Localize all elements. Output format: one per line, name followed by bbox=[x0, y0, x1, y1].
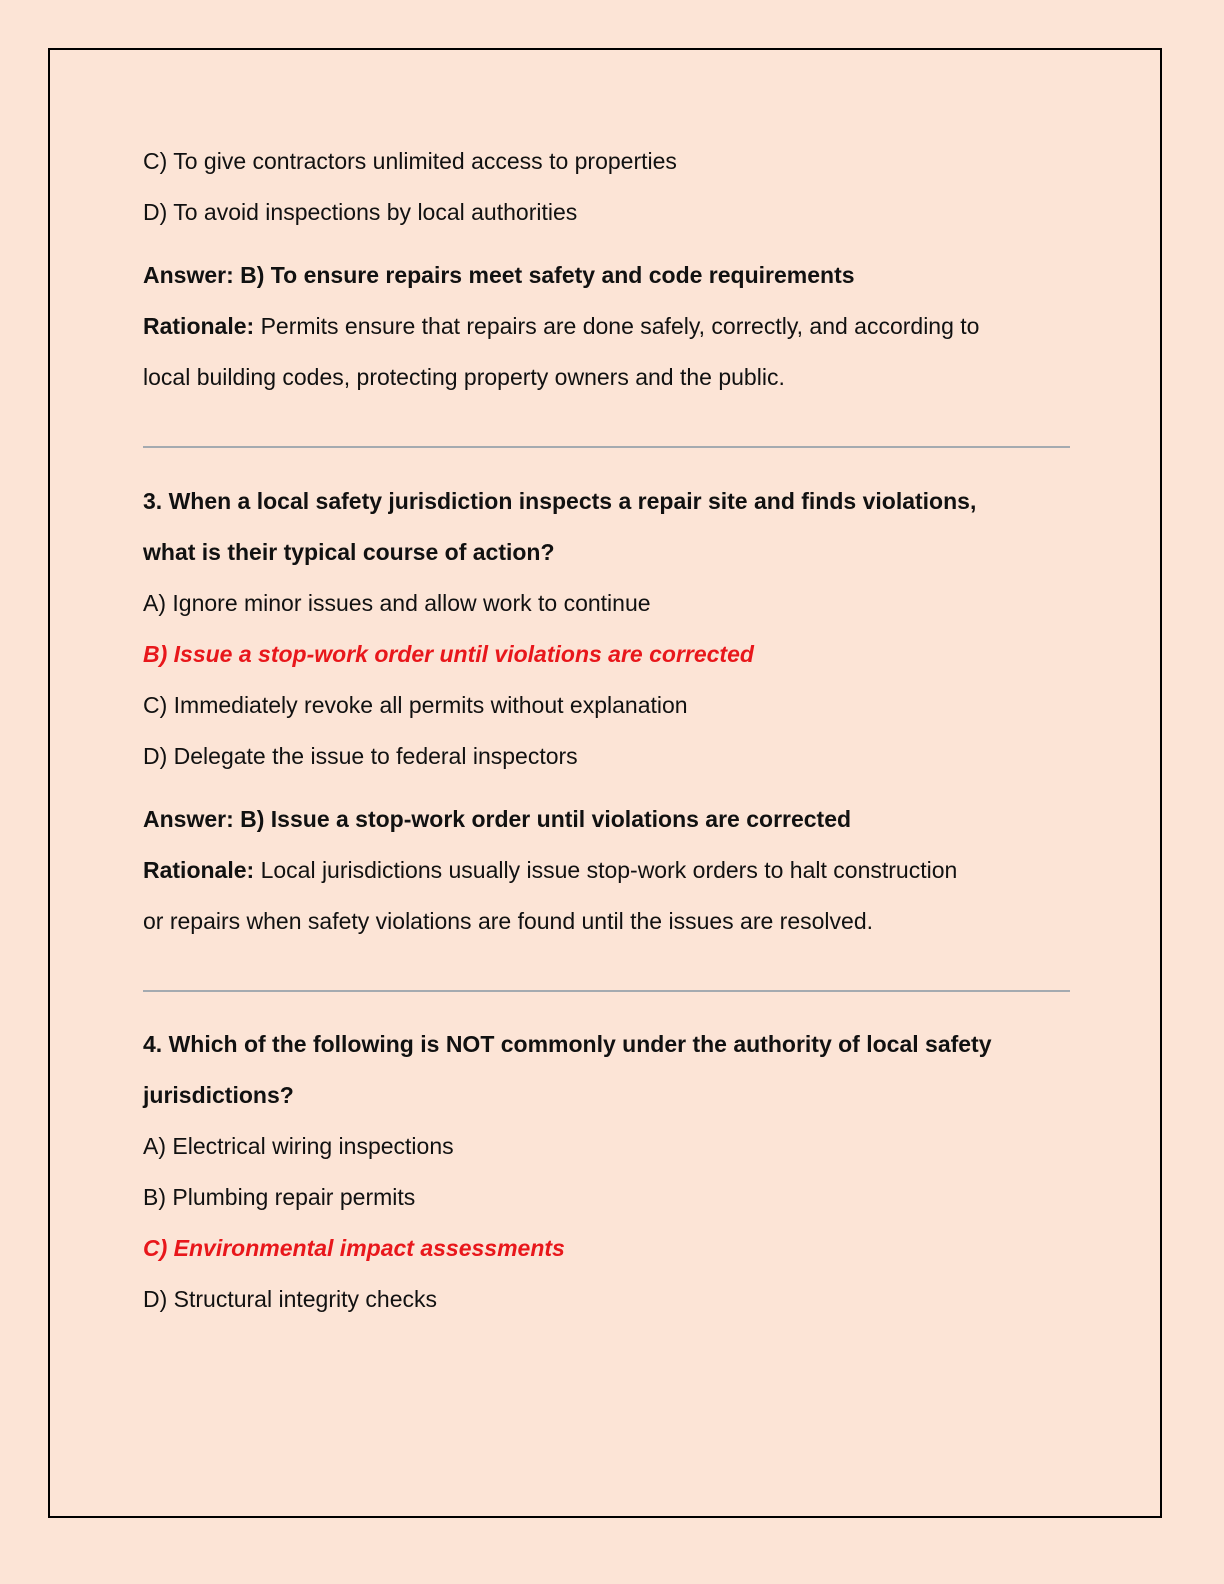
q3-option-c: C) Immediately revoke all permits without explanation bbox=[143, 692, 688, 718]
q2-option-d: D) To avoid inspections by local authorities bbox=[143, 199, 578, 225]
q3-stem-line-2: what is their typical course of action? bbox=[143, 539, 555, 565]
q2-rationale-text-1: Permits ensure that repairs are done safely, correctly, and according to bbox=[254, 313, 980, 339]
divider-1 bbox=[143, 446, 1070, 448]
divider-2 bbox=[143, 990, 1070, 992]
question-4 bbox=[143, 1019, 1073, 1325]
q4-stem-line-1: 4. Which of the following is NOT commonly under the authority of local safety bbox=[143, 1031, 992, 1057]
q2-rationale-label: Rationale: bbox=[143, 313, 255, 339]
q3-option-a: A) Ignore minor issues and allow work to continue bbox=[143, 590, 651, 616]
document-content bbox=[143, 136, 1073, 1325]
q4-option-c-correct: C) Environmental impact assessments bbox=[143, 1235, 565, 1261]
q4-option-d: D) Structural integrity checks bbox=[143, 1286, 437, 1312]
q4-option-a: A) Electrical wiring inspections bbox=[143, 1133, 454, 1159]
q3-rationale-text-1: Local jurisdictions usually issue stop-work orders to halt construction bbox=[254, 857, 958, 883]
q2-option-c: C) To give contractors unlimited access to properties bbox=[143, 148, 677, 174]
q3-option-b-correct: B) Issue a stop-work order until violations are corrected bbox=[143, 641, 754, 667]
q4-option-b: B) Plumbing repair permits bbox=[143, 1184, 416, 1210]
q3-answer: Answer: B) Issue a stop-work order until violations are corrected bbox=[143, 806, 852, 832]
q2-answer: Answer: B) To ensure repairs meet safety and code requirements bbox=[143, 262, 855, 288]
question-3 bbox=[143, 476, 1073, 947]
q3-option-d: D) Delegate the issue to federal inspectors bbox=[143, 743, 578, 769]
q3-rationale-line-2: or repairs when safety violations are found until the issues are resolved. bbox=[143, 908, 874, 934]
q4-stem-line-2: jurisdictions? bbox=[143, 1082, 294, 1108]
q2-rationale-line-2: local building codes, protecting property owners and the public. bbox=[143, 364, 785, 390]
q3-stem-line-1: 3. When a local safety jurisdiction inspects a repair site and finds violations, bbox=[143, 488, 977, 514]
q2-rationale-line-1 bbox=[143, 301, 1073, 352]
q3-rationale-label: Rationale: bbox=[143, 857, 255, 883]
q3-rationale-line-1 bbox=[143, 845, 1073, 896]
